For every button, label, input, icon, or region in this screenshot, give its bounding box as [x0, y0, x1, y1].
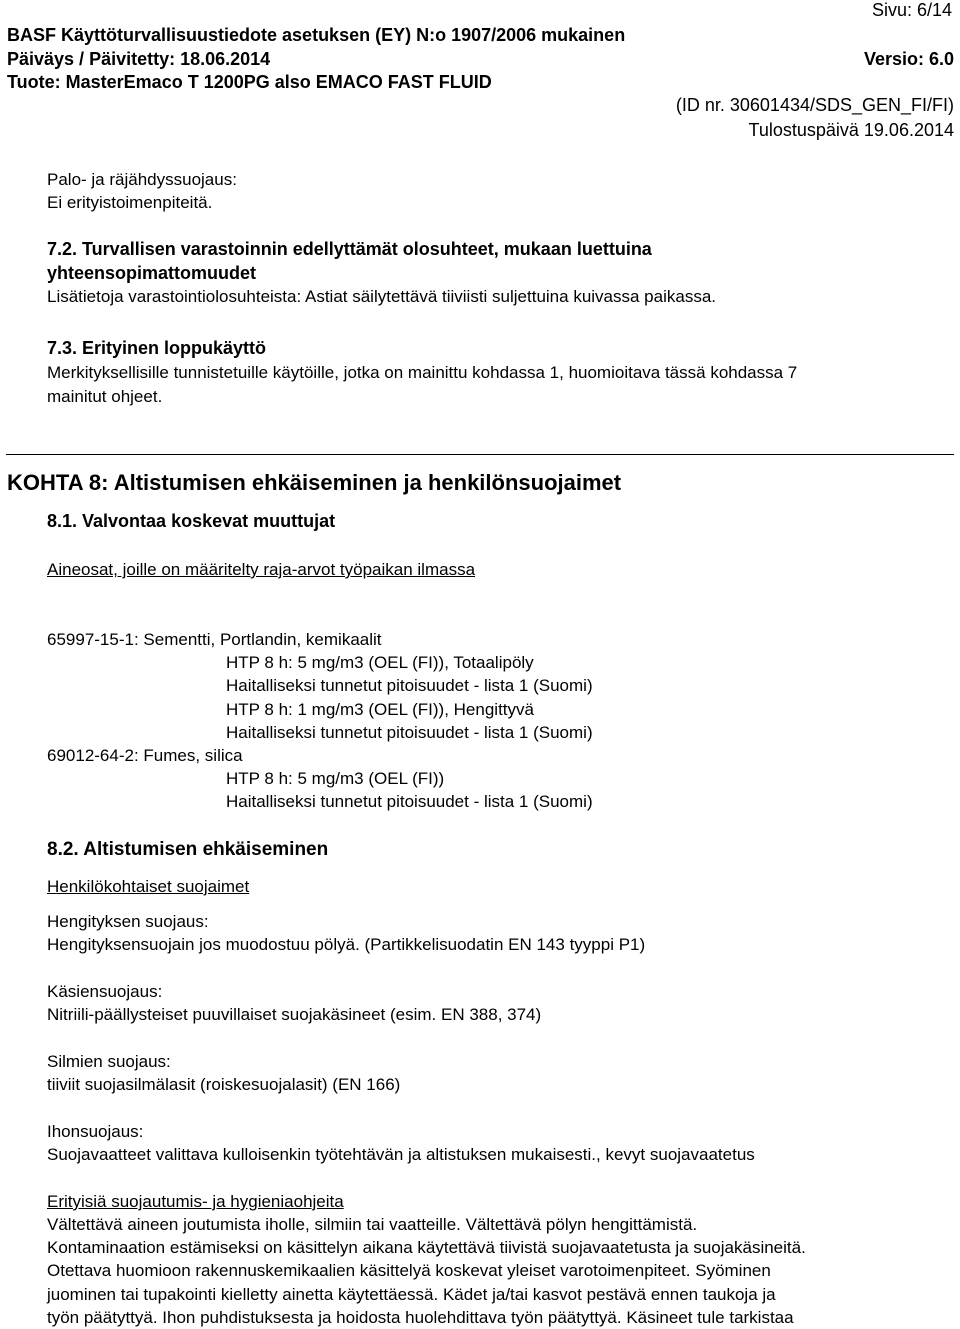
page-number: Sivu: 6/14: [871, 0, 952, 20]
revision-date: Päiväys / Päivitetty: 18.06.2014: [7, 49, 271, 69]
hygiene-text-5: työn päätyttyä. Ihon puhdistuksesta ja hoidosta huolehdittava työn päätyttyä. Käsineet tule tarkistaa: [47, 1308, 794, 1327]
eye-label: Silmien suojaus:: [47, 1052, 171, 1071]
section-8-1-heading: 8.1. Valvontaa koskevat muuttujat: [47, 511, 336, 531]
section-7-3-text-cont: mainitut ohjeet.: [47, 387, 163, 406]
product-name: Tuote: MasterEmaco T 1200PG also EMACO FAST FLUID: [7, 72, 492, 92]
skin-text: Suojavaatteet valittava kulloisenkin työtehtävän ja altistuksen mukaisesti., kevyt suojavaatetus: [47, 1145, 755, 1164]
section-7-3-heading: 7.3. Erityinen loppukäyttö: [47, 338, 267, 358]
substance-2: 69012-64-2: Fumes, silica: [47, 746, 243, 765]
skin-label: Ihonsuojaus:: [47, 1122, 144, 1141]
document-title: BASF Käyttöturvallisuustiedote asetuksen (EY) N:o 1907/2006 mukainen: [7, 25, 626, 45]
hygiene-heading: Erityisiä suojautumis- ja hygieniaohjeita: [47, 1192, 344, 1211]
respiratory-text: Hengityksensuojain jos muodostuu pölyä. (Partikkelisuodatin EN 143 tyyppi P1): [47, 935, 646, 954]
section-7-2-heading-cont: yhteensopimattomuudet: [47, 263, 257, 283]
fire-protection-label: Palo- ja räjähdyssuojaus:: [47, 170, 237, 189]
section-7-3-text: Merkityksellisille tunnistetuille käytöille, jotka on mainittu kohdassa 1, huomioitava tässä kohdassa 7: [47, 363, 798, 382]
hygiene-text-3: Otettava huomioon rakennuskemikaalien käsittelyä koskevat yleiset varotoimenpiteet. Syöminen: [47, 1261, 771, 1280]
section-7-2-text: Lisätietoja varastointiolosuhteista: Astiat säilytettävä tiiviisti suljettuina kuivassa paikassa.: [47, 287, 717, 306]
section-divider: [6, 454, 954, 455]
print-date: Tulostuspäivä 19.06.2014: [748, 120, 954, 140]
substance-1: 65997-15-1: Sementti, Portlandin, kemikaalit: [47, 630, 382, 649]
hygiene-text-4: juominen tai tupakointi kielletty ainetta käytettäessä. Kädet ja/tai kasvot pestävä ennen taukoja ja: [47, 1285, 776, 1304]
section-8-1-subheading: Aineosat, joille on määritelty raja-arvot työpaikan ilmassa: [47, 560, 476, 579]
version: Versio: 6.0: [863, 49, 954, 69]
respiratory-label: Hengityksen suojaus:: [47, 912, 209, 931]
substance-1-list-2: Haitalliseksi tunnetut pitoisuudet - lista 1 (Suomi): [226, 723, 593, 742]
hygiene-text-2: Kontaminaation estämiseksi on käsittelyn aikana käytettävä tiivistä suojavaatetusta ja suojakäsineitä.: [47, 1238, 806, 1257]
substance-1-limit-1: HTP 8 h: 5 mg/m3 (OEL (FI)), Totaalipöly: [226, 653, 534, 672]
section-7-2-heading: 7.2. Turvallisen varastoinnin edellyttämät olosuhteet, mukaan luettuina: [47, 239, 652, 259]
substance-2-list-1: Haitalliseksi tunnetut pitoisuudet - lista 1 (Suomi): [226, 792, 593, 811]
section-8-2-subheading: Henkilökohtaiset suojaimet: [47, 877, 250, 896]
fire-protection-text: Ei erityistoimenpiteitä.: [47, 193, 213, 212]
eye-text: tiiviit suojasilmälasit (roiskesuojalasit) (EN 166): [47, 1075, 401, 1094]
section-8-2-heading: 8.2. Altistumisen ehkäiseminen: [47, 839, 329, 860]
hand-label: Käsiensuojaus:: [47, 982, 163, 1001]
document-id: (ID nr. 30601434/SDS_GEN_FI/FI): [675, 95, 954, 115]
substance-1-list-1: Haitalliseksi tunnetut pitoisuudet - lista 1 (Suomi): [226, 676, 593, 695]
hand-text: Nitriili-päällysteiset puuvillaiset suojakäsineet (esim. EN 388, 374): [47, 1005, 542, 1024]
section-8-title: KOHTA 8: Altistumisen ehkäiseminen ja henkilönsuojaimet: [7, 470, 622, 495]
substance-1-limit-2: HTP 8 h: 1 mg/m3 (OEL (FI)), Hengittyvä: [226, 700, 534, 719]
hygiene-text-1: Vältettävä aineen joutumista iholle, silmiin tai vaatteille. Vältettävä pölyn hengittämistä.: [47, 1215, 698, 1234]
substance-2-limit-1: HTP 8 h: 5 mg/m3 (OEL (FI)): [226, 769, 445, 788]
